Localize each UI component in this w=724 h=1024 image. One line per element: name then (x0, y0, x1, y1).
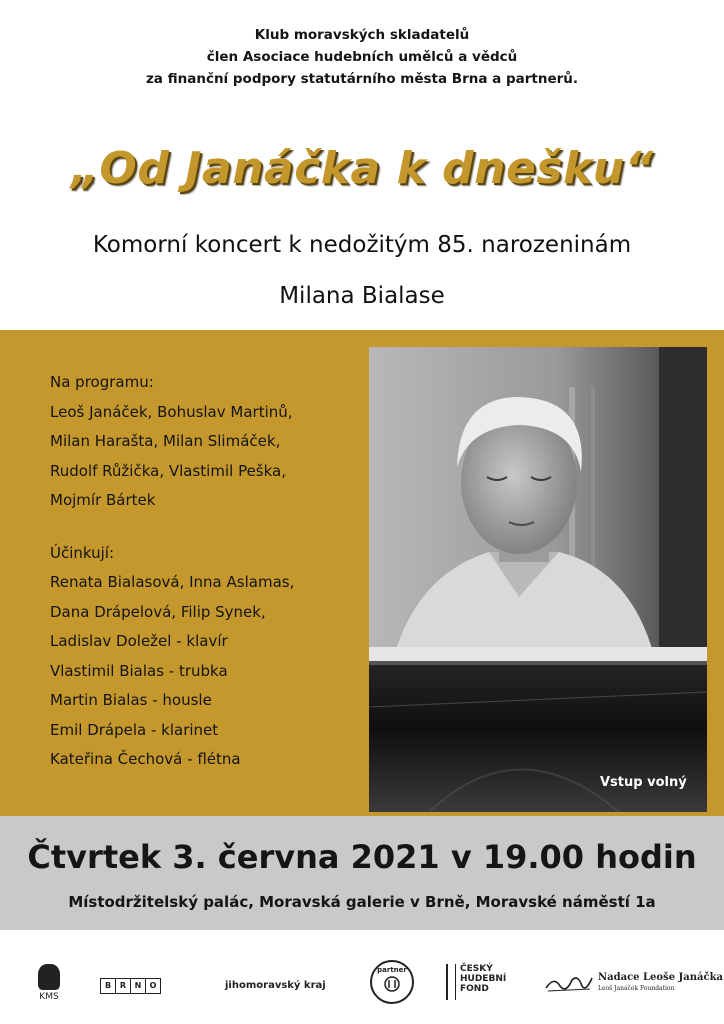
program-line: Rudolf Růžička, Vlastimil Peška, (50, 461, 287, 480)
concert-venue: Místodržitelský palác, Moravská galerie v Brně, Moravské náměstí 1a (68, 893, 656, 911)
header-line-3: za finanční podpory statutárního města Brna a partnerů. (145, 71, 579, 87)
concert-honoree: Milana Bialase (279, 283, 445, 309)
header-line-2: člen Asociace hudebních umělců a vědců (206, 49, 518, 65)
partner-music-icon (381, 974, 403, 994)
nadace-title: Nadace Leoše Janáčka (598, 972, 724, 983)
partner-logo (370, 960, 414, 1004)
chf-text: ČESKÝ (460, 964, 493, 974)
pianist-photo-illustration (369, 347, 707, 812)
program-heading: Na programu: (50, 373, 154, 391)
nadace-leose-janacka-logo (544, 972, 723, 994)
pianist-photo (369, 347, 707, 812)
jihomoravsky-kraj-logo: jihomoravský kraj (225, 980, 326, 991)
nadace-subtitle: Leoš Janáček Foundation (598, 985, 675, 992)
performer-line: Martin Bialas - housle (50, 691, 212, 709)
brno-letter: B (100, 978, 116, 994)
brno-letter: R (115, 978, 131, 994)
concert-date: Čtvrtek 3. června 2021 v 19.00 hodin (27, 838, 697, 876)
janacek-signature-icon (544, 972, 594, 994)
concert-subtitle: Komorní koncert k nedožitým 85. narozeninám (92, 232, 632, 258)
performer-line: Renata Bialasová, Inna Aslamas, (50, 573, 295, 591)
brno-logo (100, 978, 160, 994)
kms-logo (34, 964, 64, 1002)
brno-letter: N (130, 978, 146, 994)
partner-logos (0, 958, 724, 1018)
organizer-header (0, 24, 724, 90)
performer-line: Vlastimil Bialas - trubka (50, 661, 228, 680)
performer-line: Kateřina Čechová - flétna (50, 750, 241, 768)
performer-line: Emil Drápela - klarinet (50, 720, 219, 739)
chf-text: HUDEBNÍ (460, 974, 507, 984)
kms-logo-text: KMS (39, 992, 59, 1002)
program-text (50, 368, 360, 775)
partner-logo-text: partner (377, 966, 407, 974)
brno-letter: O (145, 978, 161, 994)
spacer (50, 516, 360, 539)
cesky-hudebni-fond-logo (446, 964, 506, 1000)
free-entry-label: Vstup volný (600, 775, 687, 790)
kms-emblem-icon (38, 964, 60, 990)
program-line: Milan Harašta, Milan Slimáček, (50, 432, 281, 450)
program-line: Mojmír Bártek (50, 491, 156, 509)
performer-line: Dana Drápelová, Filip Synek, (50, 602, 266, 621)
concert-title: „Od Janáčka k dnešku“ (70, 143, 654, 194)
performer-line: Ladislav Doležel - klavír (50, 632, 228, 650)
chf-emblem-icon (446, 964, 456, 1000)
chf-text: FOND (460, 984, 489, 994)
header-line-1: Klub moravských skladatelů (254, 27, 470, 43)
performers-heading: Účinkují: (50, 543, 115, 562)
program-line: Leoš Janáček, Bohuslav Martinů, (50, 402, 293, 421)
